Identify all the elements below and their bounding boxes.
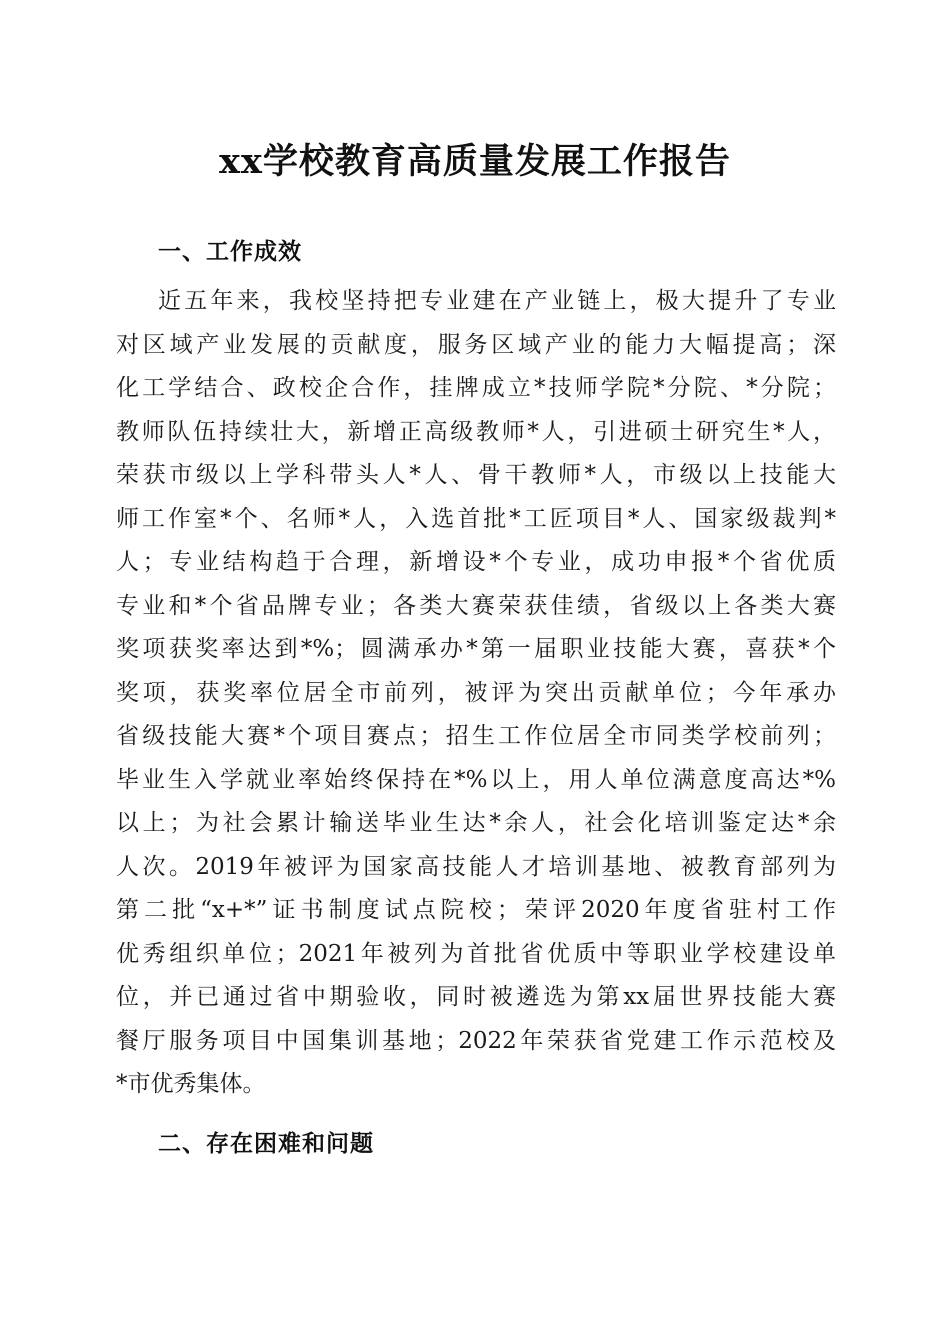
- paragraph-line: 奖项，获奖率位居全市前列，被评为突出贡献单位；今年承办: [116, 679, 836, 706]
- paragraph-line: 以上；为社会累计输送毕业生达*余人，社会化培训鉴定达*余: [116, 810, 836, 836]
- paragraph-line: 位，并已通过省中期验收，同时被遴选为第xx届世界技能大赛: [116, 984, 836, 1010]
- section-heading-difficulties: 二、存在困难和问题: [158, 1131, 374, 1157]
- section-heading-achievements: 一、工作成效: [158, 239, 302, 265]
- paragraph-line: 教师队伍持续壮大，新增正高级教师*人，引进硕士研究生*人，: [116, 418, 836, 445]
- paragraph-line: 奖项获奖率达到*%；圆满承办*第一届职业技能大赛，喜获*个: [116, 636, 836, 662]
- paragraph-line: 餐厅服务项目中国集训基地；2022年荣获省党建工作示范校及: [116, 1027, 836, 1054]
- paragraph-line: 化工学结合、政校企合作，挂牌成立*技师学院*分院、*分院；: [116, 375, 836, 401]
- paragraph-line: 人次。2019年被评为国家高技能人才培训基地、被教育部列为: [116, 853, 836, 880]
- paragraph-line: 优秀组织单位；2021年被列为首批省优质中等职业学校建设单: [116, 940, 836, 967]
- paragraph-line: 人；专业结构趋于合理，新增设*个专业，成功申报*个省优质: [116, 549, 836, 575]
- paragraph-line: 第二批“x+*”证书制度试点院校；荣评2020年度省驻村工作: [116, 897, 836, 923]
- paragraph-line: 荣获市级以上学科带头人*人、骨干教师*人，市级以上技能大: [116, 462, 836, 488]
- paragraph-line: 近五年来，我校坚持把专业建在产业链上，极大提升了专业: [158, 288, 836, 314]
- paragraph-line: 毕业生入学就业率始终保持在*%以上，用人单位满意度高达*%: [116, 766, 836, 793]
- paragraph-line: 师工作室*个、名师*人，入选首批*工匠项目*人、国家级裁判*: [116, 505, 836, 532]
- paragraph-line: 对区域产业发展的贡献度，服务区域产业的能力大幅提高；深: [116, 331, 836, 358]
- paragraph-line: 省级技能大赛*个项目赛点；招生工作位居全市同类学校前列；: [116, 723, 836, 749]
- section-paragraph-achievements: [116, 280, 836, 1107]
- paragraph-line: *市优秀集体。: [116, 1071, 266, 1097]
- paragraph-line: 专业和*个省品牌专业；各类大赛荣获佳绩，省级以上各类大赛: [116, 592, 836, 619]
- document-title: xx学校教育高质量发展工作报告: [219, 141, 731, 182]
